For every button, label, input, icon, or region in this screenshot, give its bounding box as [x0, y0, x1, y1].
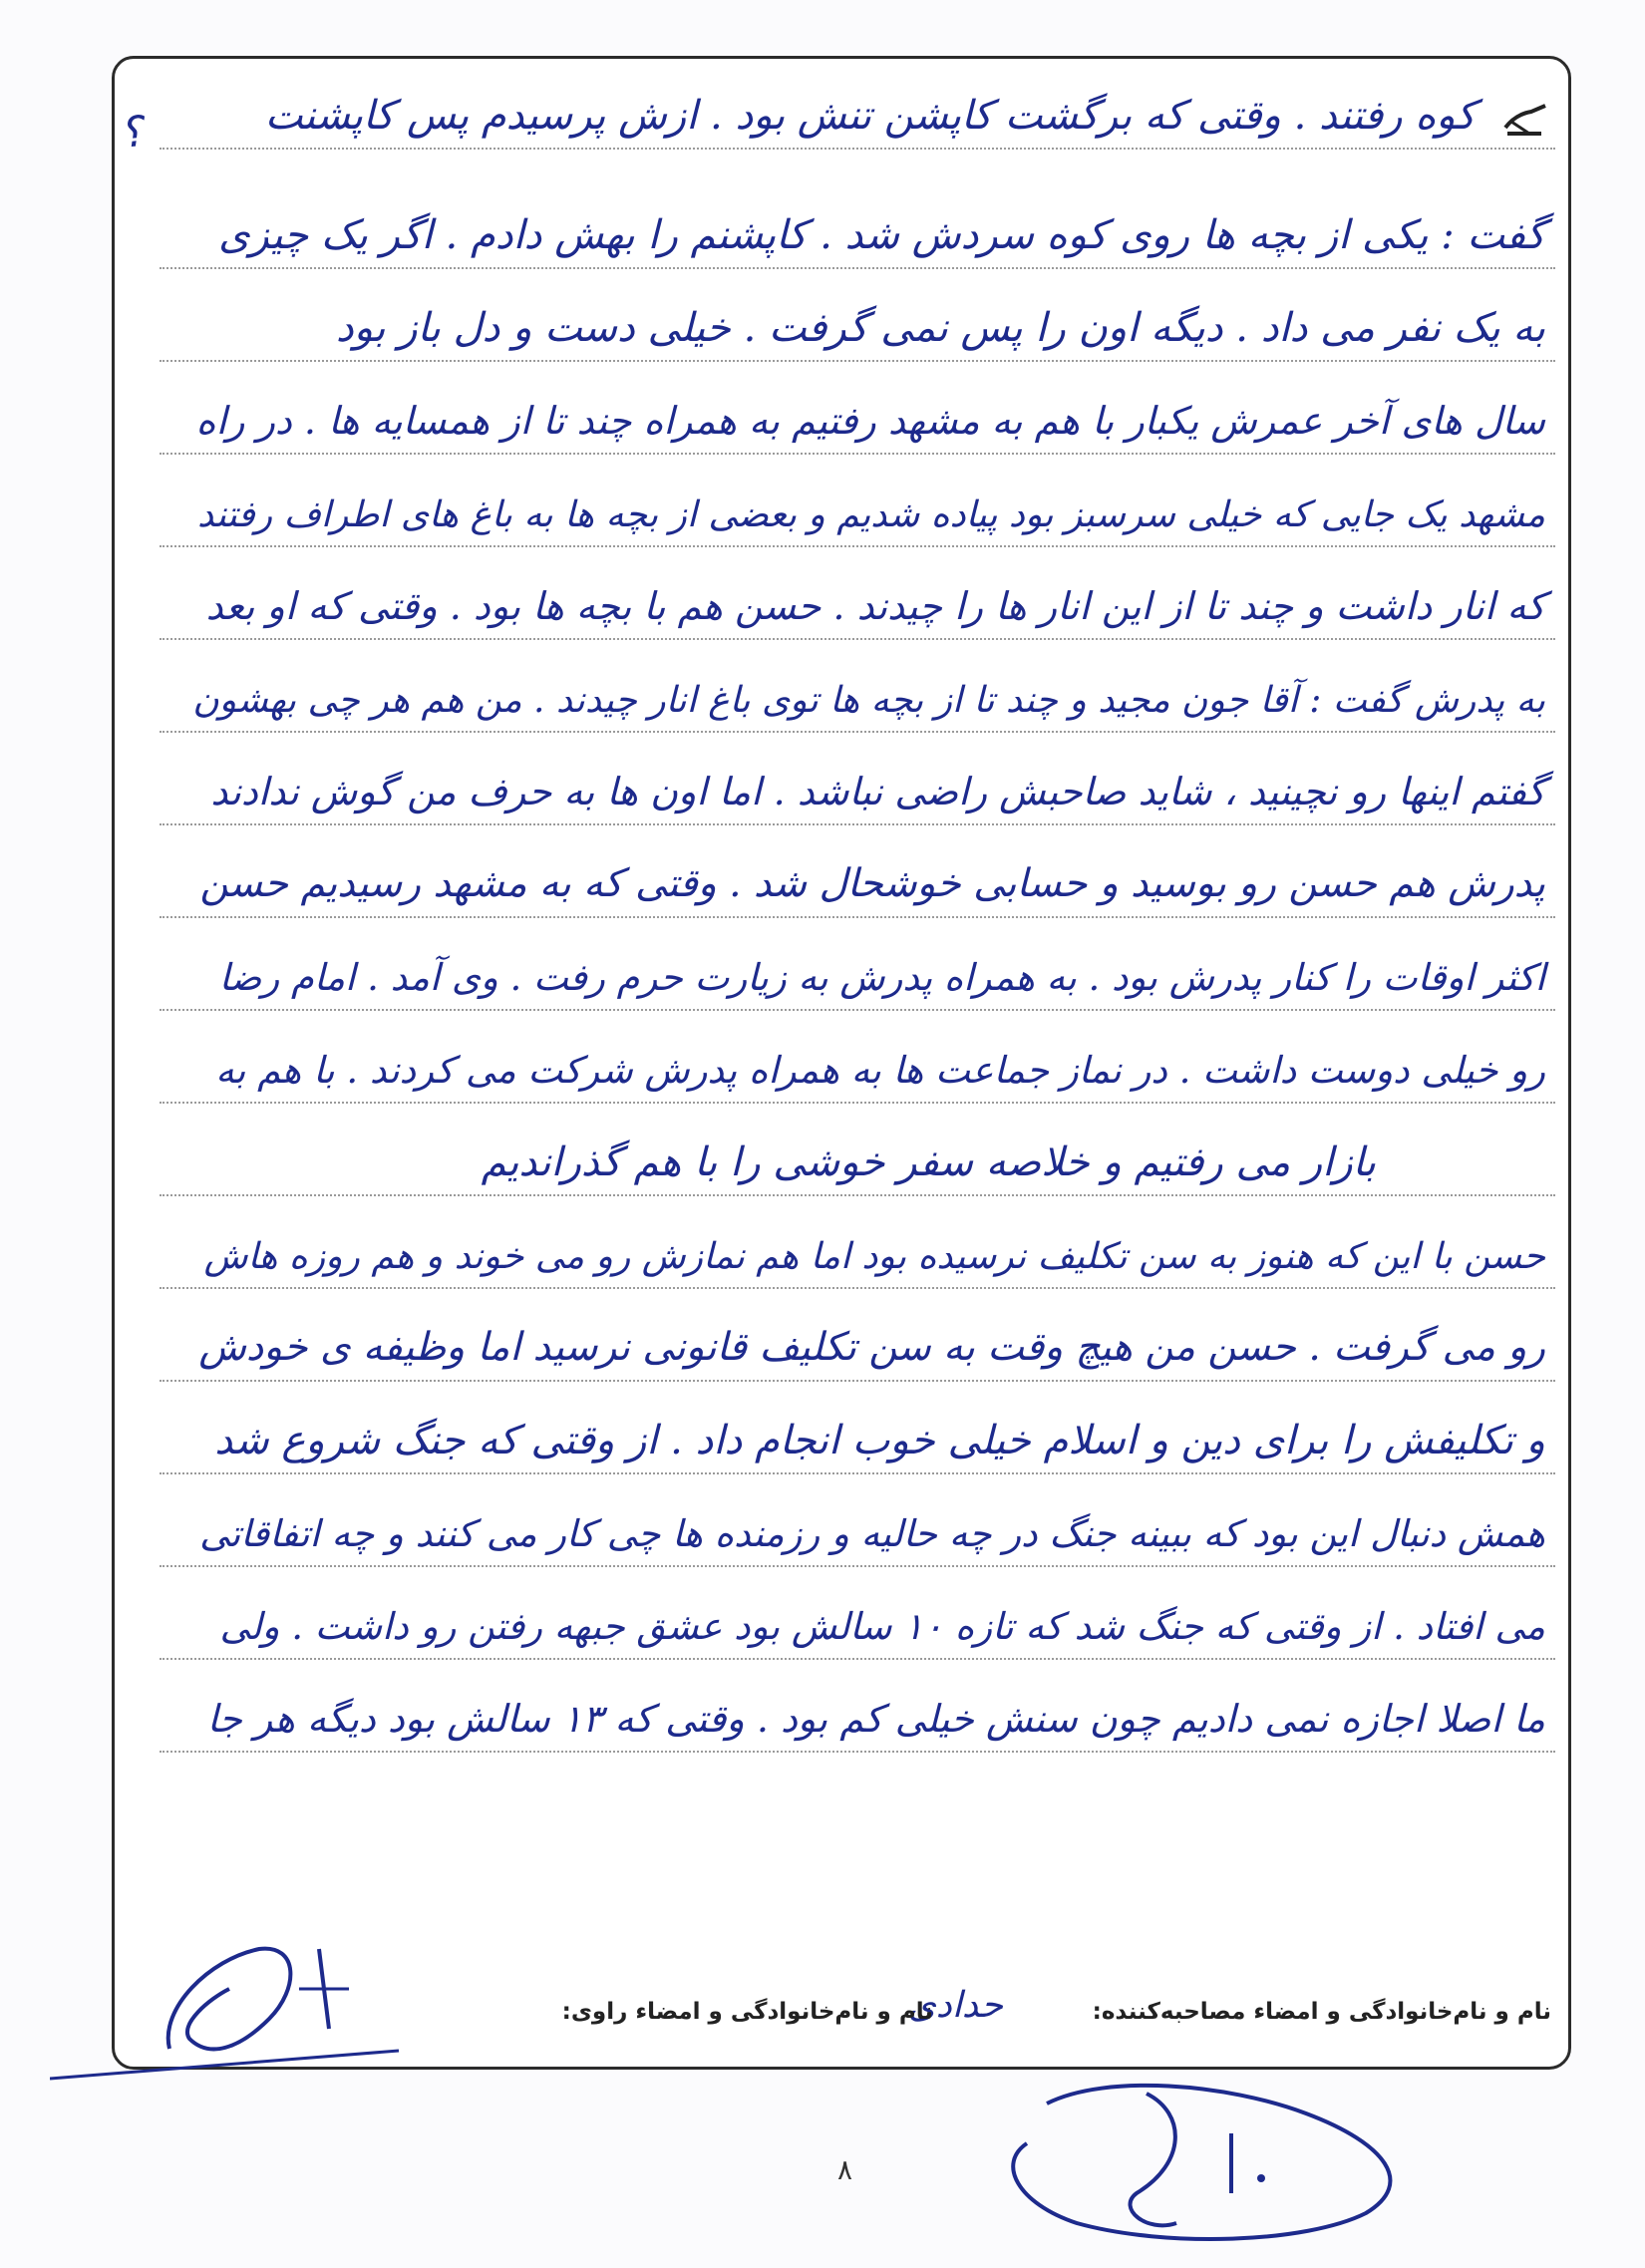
- text-line-content: بازار می رفتیم و خلاصه سفر خوشی را با هم گذراندیم: [481, 1139, 1376, 1185]
- text-line: [160, 825, 1555, 918]
- text-line: [160, 1567, 1555, 1660]
- text-line: [160, 1660, 1555, 1753]
- narrator-label: نام و نام‌خانوادگی و امضاء راوی:: [561, 1999, 933, 2025]
- text-line: [160, 1011, 1555, 1104]
- text-line: [160, 362, 1555, 455]
- interviewer-signature: حدادی: [907, 1985, 1003, 2026]
- text-line-content: مشهد یک جایی که خیلی سرسبز بود پیاده شدیم و بعضی از بچه ها به باغ های اطراف رفتند: [196, 494, 1545, 536]
- text-line-content: همش دنبال این بود که ببینه جنگ در چه حالیه و رزمنده ها چی کار می کنند و چه اتفاقاتی: [199, 1512, 1545, 1556]
- text-line-content: که انار داشت و چند تا از این انار ها را چیدند . حسن هم با بچه ها بود . وقتی که او بعد: [205, 584, 1545, 629]
- text-line: [160, 1474, 1555, 1567]
- text-line: [160, 455, 1555, 547]
- text-line-content: رو می گرفت . حسن من هیچ وقت به سن تکلیف قانونی نرسید اما وظیفه ی خودش: [198, 1325, 1545, 1371]
- text-line: [160, 640, 1555, 733]
- text-line-content: اکثر اوقات را کنار پدرش بود . به همراه پدرش به زیارت حرم رفت . وی آمد . امام رضا: [218, 956, 1545, 1000]
- text-line: [160, 547, 1555, 640]
- text-line-content: پدرش هم حسن رو بوسید و حسابی خوشحال شد . وقتی که به مشهد رسیدیم حسن: [199, 861, 1545, 907]
- text-line: [160, 150, 1555, 269]
- text-line-content: سال های آخر عمرش یکبار با هم به مشهد رفتیم به همراه چند تا از همسایه ها . در راه: [195, 399, 1545, 444]
- text-line: [160, 269, 1555, 362]
- text-line-content: و تکلیفش را برای دین و اسلام خیلی خوب انجام داد . از وقتی که جنگ شروع شد: [214, 1418, 1545, 1463]
- text-line: [160, 1104, 1555, 1196]
- text-line-content: گفتم اینها رو نچینید ، شاید صاحبش راضی نباشد . اما اون ها به حرف من گوش ندادند: [210, 770, 1545, 814]
- text-line-content: به پدرش گفت : آقا جون مجید و چند تا از بچه ها توی باغ انار چیدند . من هم هر چی بهشون: [192, 680, 1545, 722]
- page-number: ۸: [837, 2153, 853, 2186]
- text-line-content: حسن با این که هنوز به سن تکلیف نرسیده بود اما هم نمازش رو می خوند و هم روزه هاش: [203, 1236, 1545, 1278]
- text-line: [160, 1382, 1555, 1474]
- interviewer-label: نام و نام‌خانوادگی و امضاء مصاحبه‌کننده:: [1092, 1999, 1551, 2025]
- text-line: [160, 733, 1555, 825]
- margin-stroke: [50, 2049, 409, 2089]
- text-line-content: ما اصلا اجازه نمی دادیم چون سنش خیلی کم بود . وقتی که ۱۳ سالش بود دیگه هر جا: [206, 1697, 1545, 1742]
- text-line-content: به یک نفر می داد . دیگه اون را پس نمی گرفت . خیلی دست و دل باز بود: [335, 305, 1545, 351]
- text-line: [160, 1196, 1555, 1289]
- text-line-content: رو خیلی دوست داشت . در نماز جماعت ها به همراه پدرش شرکت می کردند . با هم به: [215, 1049, 1545, 1093]
- text-line: [160, 1289, 1555, 1382]
- handwritten-text-block: [160, 92, 1555, 1753]
- text-line-content: کوه رفتند . وقتی که برگشت کاپشن تنش بود . ازش پرسیدم پس کاپشنت: [264, 93, 1476, 139]
- text-line-content: گفت : یکی از بچه ها روی کوه سردش شد . کاپشنم را بهش دادم . اگر یک چیزی: [218, 212, 1545, 258]
- text-line: [160, 92, 1555, 150]
- margin-question-mark: ؟: [117, 106, 145, 159]
- text-line: [160, 918, 1555, 1011]
- bottom-signature: [987, 2074, 1426, 2253]
- text-line-content: می افتاد . از وقتی که جنگ شد که تازه ۱۰ سالش بود عشق جبهه رفتن رو داشت . ولی: [219, 1605, 1545, 1649]
